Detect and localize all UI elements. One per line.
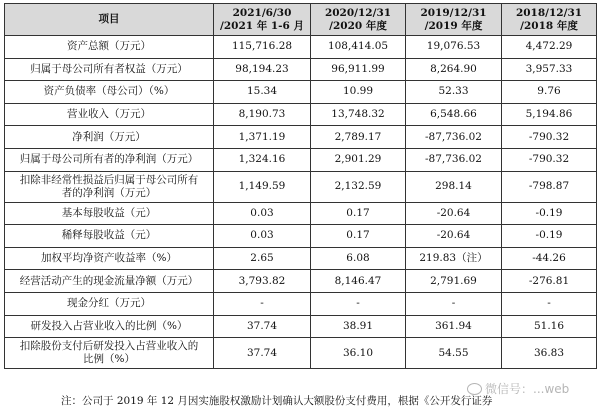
row-label-line: 经营活动产生的现金流量净额（万元） — [19, 274, 199, 287]
table-header-row — [5, 4, 597, 36]
cell-value: -0.19 — [502, 202, 597, 225]
row-label — [5, 338, 214, 369]
header-line: 2019/12/31 — [420, 6, 487, 19]
table-row — [5, 126, 597, 149]
cell-value: 361.94 — [406, 315, 502, 338]
row-label-line: 扣除股份支付后研发投入占营业收入的 — [19, 340, 199, 353]
cell-value: 115,716.28 — [214, 36, 311, 59]
row-label-line: 归属于母公司所有者权益（万元） — [30, 62, 188, 75]
cell-value: -276.81 — [502, 270, 597, 293]
cell-value: 2.65 — [214, 247, 311, 270]
row-label-line: 研发投入占营业收入的比例（%） — [30, 319, 188, 332]
cell-value: - — [311, 292, 406, 315]
row-label-line: 稀释每股收益（元） — [61, 229, 157, 242]
cell-value: 3,793.82 — [214, 270, 311, 293]
cell-value: -44.26 — [502, 247, 597, 270]
watermark — [467, 380, 569, 397]
cell-value: -20.64 — [406, 225, 502, 248]
cell-value: 96,911.99 — [311, 58, 406, 81]
cell-value: 19,076.53 — [406, 36, 502, 59]
cell-value: 8,146.47 — [311, 270, 406, 293]
cell-value: 0.17 — [311, 202, 406, 225]
cell-value: 2,901.29 — [311, 148, 406, 171]
cell-value: 4,472.29 — [502, 36, 597, 59]
cell-value: 5,194.86 — [502, 103, 597, 126]
wechat-icon — [467, 383, 482, 395]
table-body — [5, 36, 597, 369]
row-label-line: 比例（%） — [83, 353, 135, 366]
cell-value: 0.17 — [311, 225, 406, 248]
cell-value: 1,371.19 — [214, 126, 311, 149]
table-row — [5, 247, 597, 270]
header-period-3 — [406, 4, 502, 36]
cell-value: -790.32 — [502, 148, 597, 171]
table-row — [5, 292, 597, 315]
row-label — [5, 126, 214, 149]
cell-value: 2,789.17 — [311, 126, 406, 149]
cell-value: 36.10 — [311, 338, 406, 369]
cell-value: 6,548.66 — [406, 103, 502, 126]
cell-value: 38.91 — [311, 315, 406, 338]
table-row — [5, 81, 597, 104]
cell-value: 1,324.16 — [214, 148, 311, 171]
watermark-text: 微信号：...web — [485, 382, 570, 396]
header-line: 项目 — [98, 13, 120, 25]
cell-value: 219.83（注） — [406, 247, 502, 270]
row-label-line: 现金分红（万元） — [67, 297, 151, 310]
header-period-1 — [214, 4, 311, 36]
row-label — [5, 36, 214, 59]
cell-value: 8,264.90 — [406, 58, 502, 81]
financial-summary-table — [4, 3, 597, 369]
cell-value: -87,736.02 — [406, 126, 502, 149]
cell-value: -790.32 — [502, 126, 597, 149]
cell-value: -87,736.02 — [406, 148, 502, 171]
table-row — [5, 148, 597, 171]
table-row — [5, 58, 597, 81]
header-line: 2018/12/31 — [515, 6, 583, 19]
row-label — [5, 103, 214, 126]
row-label — [5, 81, 214, 104]
row-label-line: 营业收入（万元） — [67, 108, 151, 121]
cell-value: 37.74 — [214, 315, 311, 338]
table-row — [5, 36, 597, 59]
cell-value: 37.74 — [214, 338, 311, 369]
header-period-2 — [311, 4, 406, 36]
table-row — [5, 202, 597, 225]
cell-value: 0.03 — [214, 225, 311, 248]
row-label — [5, 202, 214, 225]
cell-value: 6.08 — [311, 247, 406, 270]
row-label — [5, 225, 214, 248]
cell-value: -798.87 — [502, 171, 597, 202]
table-row — [5, 270, 597, 293]
cell-value: 108,414.05 — [311, 36, 406, 59]
row-label-line: 扣除非经常性损益后归属于母公司所有 — [19, 173, 199, 186]
row-label-line: 资产总额（万元） — [67, 40, 151, 53]
row-label-line: 资产负债率（母公司）（%） — [43, 85, 175, 98]
header-line: /2020 年度 — [329, 19, 387, 32]
cell-value: 1,149.59 — [214, 171, 311, 202]
row-label-line: 净利润（万元） — [72, 130, 146, 143]
cell-value: 0.03 — [214, 202, 311, 225]
row-label — [5, 58, 214, 81]
row-label-line: 归属于母公司所有者的净利润（万元） — [19, 153, 199, 166]
cell-value: 36.83 — [502, 338, 597, 369]
row-label — [5, 292, 214, 315]
cell-value: 2,791.69 — [406, 270, 502, 293]
cell-value: -0.19 — [502, 225, 597, 248]
cell-value: - — [214, 292, 311, 315]
cell-value: 15.34 — [214, 81, 311, 104]
header-line: /2019 年度 — [424, 19, 483, 32]
cell-value: - — [406, 292, 502, 315]
table-row — [5, 171, 597, 202]
cell-value: 13,748.32 — [311, 103, 406, 126]
cell-value: -20.64 — [406, 202, 502, 225]
header-line: 2020/12/31 — [324, 6, 392, 19]
table-row — [5, 338, 597, 369]
header-line: /2018 年度 — [520, 19, 578, 32]
table-row — [5, 225, 597, 248]
row-label-line: 者的净利润（万元） — [61, 186, 157, 199]
row-label — [5, 148, 214, 171]
cell-value: 52.33 — [406, 81, 502, 104]
header-line: 2021/6/30 — [232, 6, 292, 19]
cell-value: 9.76 — [502, 81, 597, 104]
cell-value: 2,132.59 — [311, 171, 406, 202]
table-row — [5, 315, 597, 338]
row-label — [5, 247, 214, 270]
header-period-4 — [502, 4, 597, 36]
cell-value: 8,190.73 — [214, 103, 311, 126]
cell-value: 54.55 — [406, 338, 502, 369]
footnote: 注：公司于 2019 年 12 月因实施股权激励计划确认大额股份支付费用，根据《公开发行证券 — [61, 395, 493, 407]
cell-value: 98,194.23 — [214, 58, 311, 81]
cell-value: 298.14 — [406, 171, 502, 202]
header-item — [5, 4, 214, 36]
cell-value: - — [502, 292, 597, 315]
table-row — [5, 103, 597, 126]
row-label-line: 加权平均净资产收益率（%） — [41, 252, 177, 265]
row-label — [5, 171, 214, 202]
cell-value: 51.16 — [502, 315, 597, 338]
row-label — [5, 315, 214, 338]
row-label — [5, 270, 214, 293]
cell-value: 10.99 — [311, 81, 406, 104]
cell-value: 3,957.33 — [502, 58, 597, 81]
row-label-line: 基本每股收益（元） — [61, 206, 157, 219]
header-line: /2021 年 1-6 月 — [220, 19, 304, 32]
